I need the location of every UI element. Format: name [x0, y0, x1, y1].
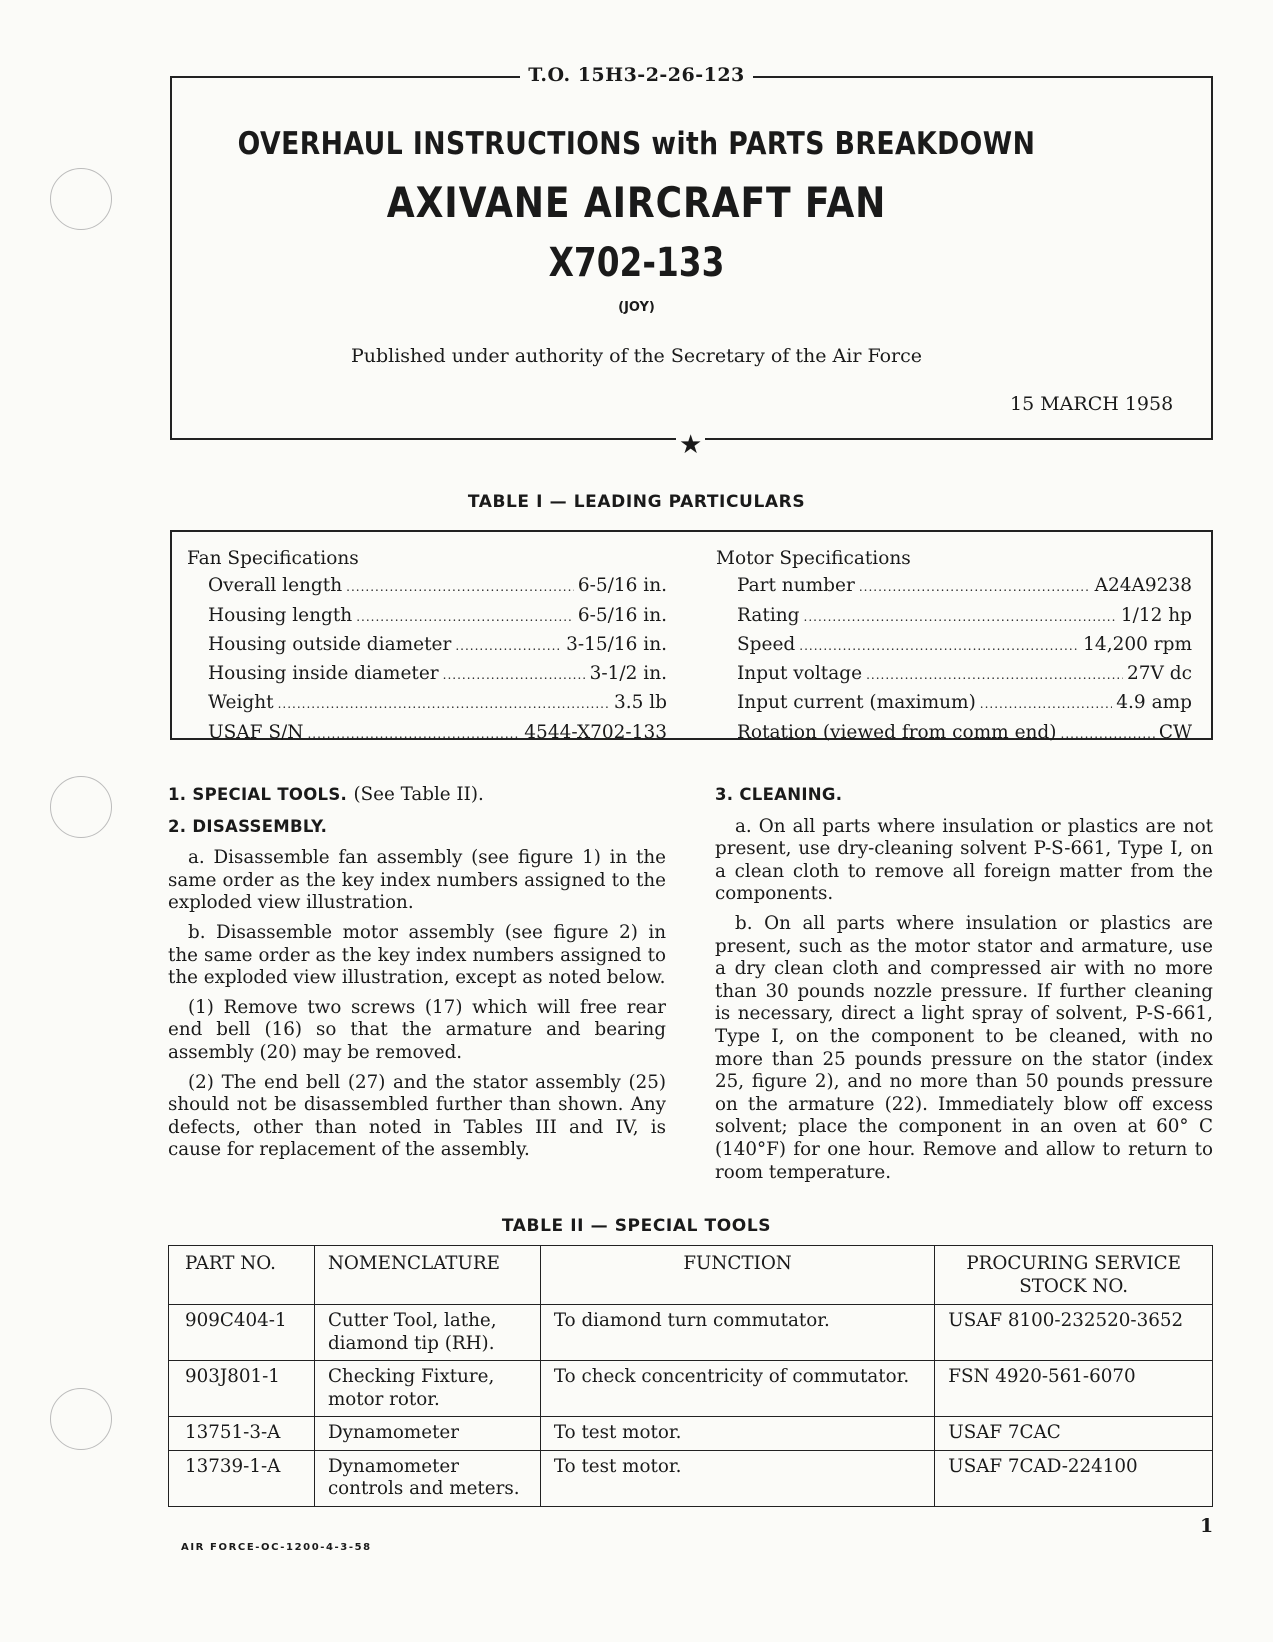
- column-header: NOMENCLATURE: [314, 1246, 540, 1305]
- special-tools-heading: 1. SPECIAL TOOLS. (See Table II).: [168, 784, 484, 805]
- disassembly-para-b2: (2) The end bell (27) and the stator assembly (25) should not be disassembled further than shown. Any defects, other than noted in Tables III and IV, is cause for replacement of the assembly.: [168, 1071, 666, 1161]
- printer-imprint: AIR FORCE-OC-1200-4-3-58: [181, 1542, 372, 1553]
- table-row: [169, 1417, 1213, 1451]
- spec-row: Rotation (viewed from comm end) ..... CW: [716, 719, 1192, 748]
- disassembly-para-b: b. Disassemble motor assembly (see figure 2) in the same order as the key index numbers assigned to the exploded view illustration, except as noted below.: [168, 921, 666, 989]
- manufacturer: (JOY): [618, 300, 655, 315]
- spec-row: Housing length ..... 6-5/16 in.: [187, 602, 667, 631]
- table-cell: To check concentricity of commutator.: [540, 1361, 934, 1417]
- table-cell: To test motor.: [540, 1417, 934, 1451]
- table-cell: Dynamometer controls and meters.: [314, 1450, 540, 1506]
- spec-row: Rating ..... 1/12 hp: [716, 602, 1192, 631]
- disassembly-para-b1: (1) Remove two screws (17) which will free rear end bell (16) so that the armature and bearing assembly (20) may be removed.: [168, 996, 666, 1063]
- table-cell: USAF 7CAD-224100: [935, 1450, 1213, 1506]
- spec-row: Housing inside diameter ..... 3-1/2 in.: [187, 660, 667, 689]
- spec-row: Part number ..... A24A9238: [716, 572, 1192, 601]
- table-cell: FSN 4920-561-6070: [935, 1361, 1213, 1417]
- table-cell: USAF 7CAC: [935, 1417, 1213, 1451]
- table-cell: Dynamometer: [314, 1417, 540, 1451]
- to-number: T.O. 15H3-2-26-123: [0, 64, 1273, 86]
- cleaning-para-a: a. On all parts where insulation or plastics are not present, use dry-cleaning solvent P-S-661, Type I, on a clean cloth to remove all foreign matter from the components.: [715, 815, 1213, 905]
- cleaning-heading: 3. CLEANING.: [715, 785, 843, 804]
- table2-title: TABLE II — SPECIAL TOOLS: [501, 1216, 772, 1236]
- authority-line: Published under authority of the Secretary of the Air Force: [350, 345, 923, 367]
- column-header: PROCURING SERVICE STOCK NO.: [935, 1246, 1213, 1305]
- cleaning-para-b: b. On all parts where insulation or plastics are present, such as the motor stator and armature, use a dry clean cloth and compressed air with no more than 30 pounds nozzle pressure. If further cleaning is necessary, direct a light spray of solvent, P-S-661, Type I, on the component to be cleaned, with no more than 25 pounds pressure on the stator (index 25, figure 2), and no more than 50 pounds pressure on the armature (22). Immediately blow off excess solvent; place the component in an oven at 60° C (140°F) for one hour. Remove and allow to return to room temperature.: [715, 912, 1213, 1183]
- table-cell: 903J801-1: [169, 1361, 315, 1417]
- binder-hole: [50, 776, 112, 838]
- table-row: [169, 1361, 1213, 1417]
- spec-row: Housing outside diameter ..... 3-15/16 in.: [187, 631, 667, 660]
- model-number: X702-133: [548, 240, 725, 286]
- special-tools-table: [168, 1245, 1213, 1507]
- disassembly-heading: 2. DISASSEMBLY.: [168, 816, 328, 836]
- spec-row: USAF S/N ..... 4544-X702-133: [187, 719, 667, 748]
- table-cell: To diamond turn commutator.: [540, 1305, 934, 1361]
- spec-row: Overall length ..... 6-5/16 in.: [187, 572, 667, 601]
- spec-row: Input voltage ..... 27V dc: [716, 660, 1192, 689]
- table-cell: 13739-1-A: [169, 1450, 315, 1506]
- table-cell: Checking Fixture, motor rotor.: [314, 1361, 540, 1417]
- fan-specs-heading: Fan Specifications: [187, 548, 359, 569]
- spec-row: Input current (maximum) ..... 4.9 amp: [716, 689, 1192, 718]
- column-header: PART NO.: [169, 1246, 315, 1305]
- table-cell: 13751-3-A: [169, 1417, 315, 1451]
- column-header: FUNCTION: [540, 1246, 934, 1305]
- document-title: OVERHAUL INSTRUCTIONS with PARTS BREAKDOWN: [237, 126, 1036, 162]
- left-column: [168, 784, 666, 1169]
- document-subtitle: AXIVANE AIRCRAFT FAN: [386, 178, 887, 227]
- page-number: 1: [1200, 1515, 1214, 1537]
- motor-specifications: [716, 545, 1192, 748]
- table-cell: USAF 8100-232520-3652: [935, 1305, 1213, 1361]
- star-icon: ★: [676, 432, 705, 458]
- binder-hole: [50, 1388, 112, 1450]
- table-cell: 909C404-1: [169, 1305, 315, 1361]
- table-cell: To test motor.: [540, 1450, 934, 1506]
- motor-specs-heading: Motor Specifications: [716, 548, 911, 569]
- table-header-row: [169, 1246, 1213, 1305]
- spec-row: Weight ..... 3.5 lb: [187, 689, 667, 718]
- table-row: [169, 1305, 1213, 1361]
- table-cell: Cutter Tool, lathe, diamond tip (RH).: [314, 1305, 540, 1361]
- fan-specifications: [187, 545, 667, 748]
- publication-date: 15 MARCH 1958: [1010, 393, 1174, 415]
- special-tools-ref: (See Table II).: [353, 784, 484, 805]
- table1-title: TABLE I — LEADING PARTICULARS: [467, 492, 806, 512]
- right-column: [715, 784, 1213, 1191]
- table-row: [169, 1450, 1213, 1506]
- spec-row: Speed ..... 14,200 rpm: [716, 631, 1192, 660]
- disassembly-para-a: a. Disassemble fan assembly (see figure 1) in the same order as the key index numbers assigned to the exploded view illustration.: [168, 847, 666, 914]
